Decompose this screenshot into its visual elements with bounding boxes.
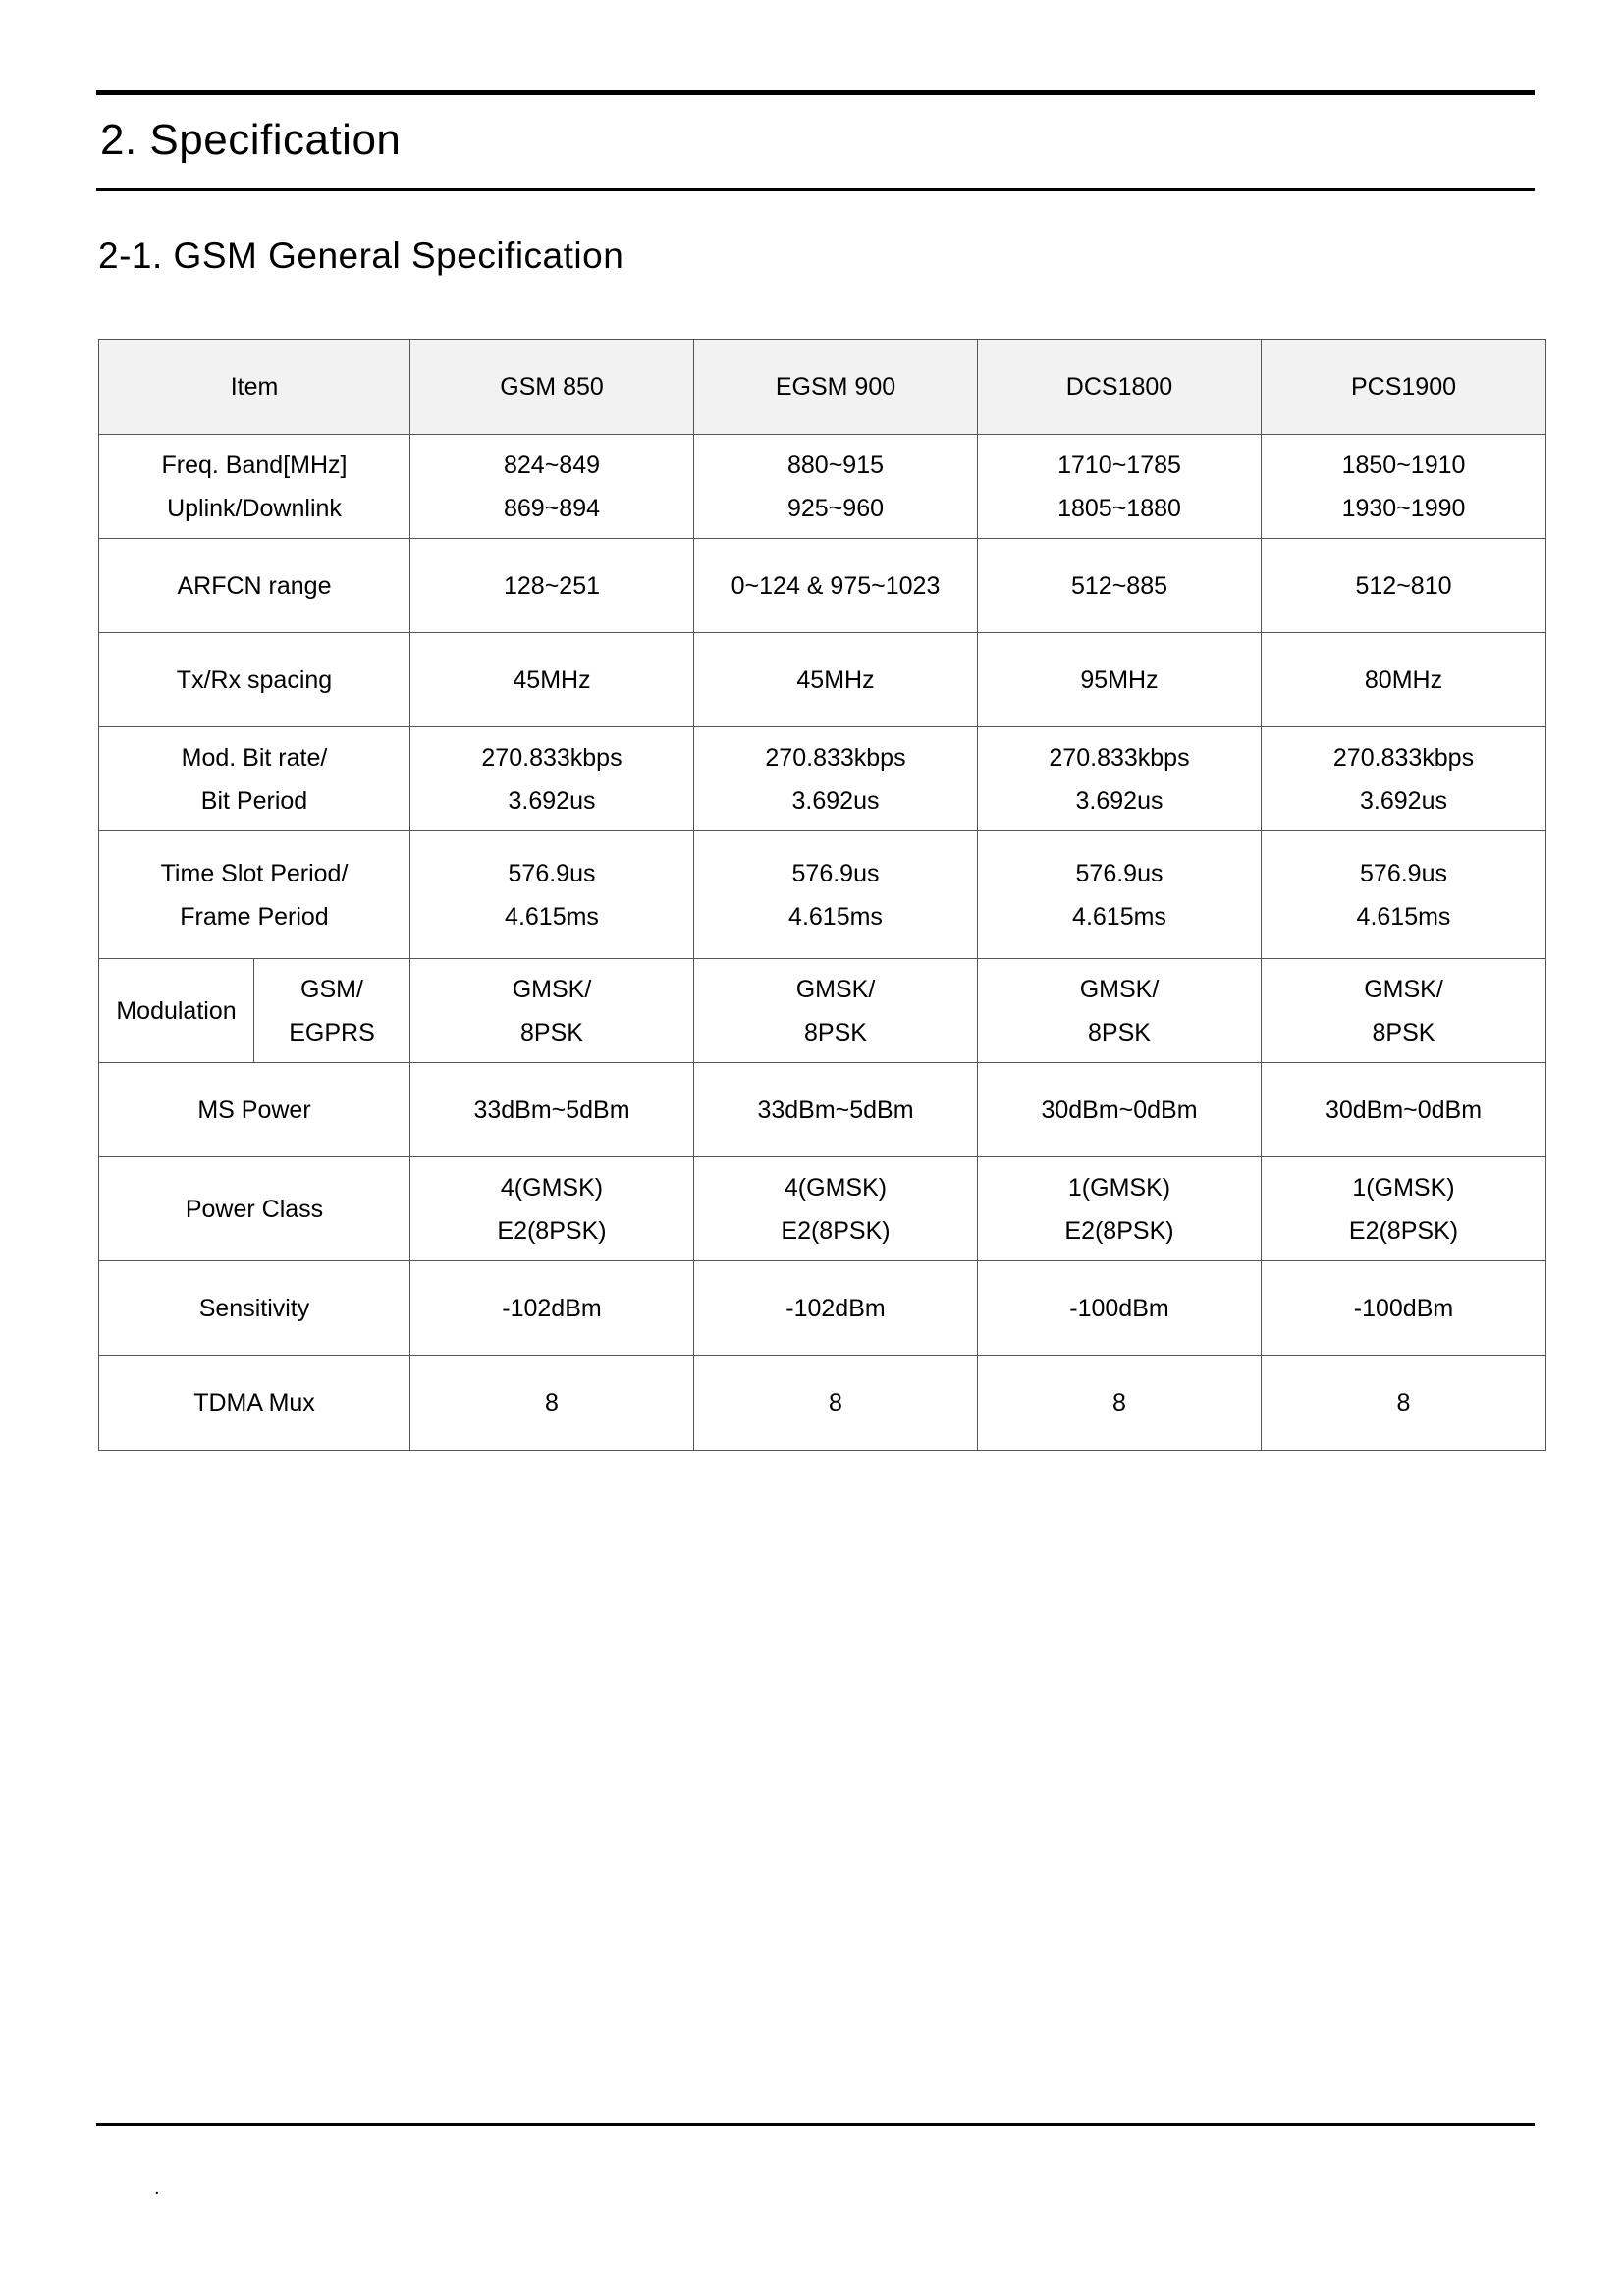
cell-text: 880~915: [786, 451, 885, 479]
table-row: [99, 831, 1546, 959]
cell-text: 0~124 & 975~1023: [731, 571, 941, 600]
cell-text: 1930~1990: [1341, 494, 1466, 522]
table-cell: [694, 435, 978, 539]
table-cell: [694, 1261, 978, 1356]
table-cell: [1262, 831, 1546, 959]
cell-text: TDMA Mux: [193, 1389, 315, 1416]
cell-text: Sensitivity: [198, 1294, 310, 1322]
cell-text: 3.692us: [1360, 786, 1447, 815]
table-cell: [1262, 727, 1546, 831]
cell-text: 8: [545, 1389, 559, 1416]
row-label: [99, 959, 254, 1063]
row-label: [99, 539, 410, 633]
table-row: [99, 1261, 1546, 1356]
cell-text: -100dBm: [1353, 1294, 1454, 1322]
cell-text: 824~849: [503, 451, 601, 479]
cell-text: GMSK/: [1079, 975, 1160, 1003]
table-cell: [1262, 435, 1546, 539]
cell-text: GMSK/: [795, 975, 876, 1003]
table-cell: [1262, 959, 1546, 1063]
cell-text: -102dBm: [785, 1294, 886, 1322]
table-cell: [694, 1157, 978, 1261]
table-row: [99, 435, 1546, 539]
table-cell: [978, 1063, 1262, 1157]
cell-text: 8: [1396, 1389, 1411, 1416]
cell-text: 869~894: [503, 494, 601, 522]
cell-text: 8PSK: [1088, 1018, 1151, 1046]
cell-text: -102dBm: [502, 1294, 602, 1322]
table-cell: [410, 435, 694, 539]
table-cell: [1262, 1157, 1546, 1261]
cell-text: 576.9us: [791, 859, 880, 887]
cell-text: Mod. Bit rate/: [181, 743, 328, 772]
cell-text: Tx/Rx spacing: [176, 666, 333, 694]
cell-text: E2(8PSK): [1348, 1216, 1459, 1245]
cell-text: E2(8PSK): [1064, 1216, 1174, 1245]
cell-text: 270.833kbps: [1049, 743, 1190, 772]
row-label: [99, 1261, 410, 1356]
cell-text: Bit Period: [200, 786, 308, 815]
cell-text: 1710~1785: [1057, 451, 1181, 479]
cell-text: 4(GMSK): [500, 1173, 604, 1201]
top-rule: [96, 90, 1535, 95]
table-row: [99, 1063, 1546, 1157]
cell-text: Freq. Band[MHz]: [161, 451, 348, 479]
cell-text: 4.615ms: [1356, 902, 1451, 931]
table-cell: [978, 727, 1262, 831]
table-row: [99, 1356, 1546, 1451]
table-cell: [978, 1157, 1262, 1261]
table-row: [99, 959, 1546, 1063]
column-header: Item: [99, 340, 410, 435]
cell-text: 4(GMSK): [784, 1173, 888, 1201]
title-underline: [96, 188, 1535, 191]
row-label: [99, 633, 410, 727]
cell-text: 8: [1112, 1389, 1126, 1416]
table-cell: [694, 1356, 978, 1451]
bottom-rule: [96, 2123, 1535, 2126]
cell-text: 3.692us: [791, 786, 880, 815]
cell-text: 80MHz: [1364, 666, 1443, 694]
cell-text: 1(GMSK): [1067, 1173, 1171, 1201]
table-header-row: [99, 340, 1546, 435]
table-cell: [1262, 633, 1546, 727]
cell-text: 45MHz: [796, 666, 875, 694]
cell-text: 1805~1880: [1057, 494, 1181, 522]
table-cell: [978, 539, 1262, 633]
table-row: [99, 1157, 1546, 1261]
row-label: [99, 831, 410, 959]
cell-text: 3.692us: [508, 786, 596, 815]
cell-text: 8PSK: [1372, 1018, 1435, 1046]
cell-text: 95MHz: [1080, 666, 1159, 694]
cell-text: 3.692us: [1075, 786, 1164, 815]
table-cell: [410, 1063, 694, 1157]
cell-text: GMSK/: [1364, 975, 1443, 1003]
table-cell: [410, 727, 694, 831]
cell-text: Frame Period: [180, 902, 329, 931]
gsm-spec-table: [98, 339, 1546, 1451]
row-label: [99, 1157, 410, 1261]
cell-text: Power Class: [185, 1195, 324, 1223]
table-row: [99, 633, 1546, 727]
table-cell: [410, 633, 694, 727]
cell-text: ARFCN range: [177, 571, 332, 600]
cell-text: 128~251: [503, 571, 601, 600]
cell-text: -100dBm: [1069, 1294, 1169, 1322]
table-cell: [410, 1157, 694, 1261]
table-cell: [410, 1356, 694, 1451]
cell-text: 8PSK: [520, 1018, 583, 1046]
cell-text: GMSK/: [512, 975, 592, 1003]
cell-text: 1850~1910: [1341, 451, 1466, 479]
cell-text: 4.615ms: [505, 902, 599, 931]
cell-text: 576.9us: [1075, 859, 1164, 887]
cell-text: 33dBm~5dBm: [473, 1095, 630, 1124]
cell-text: 512~810: [1355, 571, 1452, 600]
cell-text: Uplink/Downlink: [167, 494, 342, 522]
table-cell: [978, 831, 1262, 959]
row-sublabel: [254, 959, 410, 1063]
table-row: [99, 539, 1546, 633]
table-cell: [694, 539, 978, 633]
cell-text: Modulation: [116, 996, 237, 1025]
cell-text: E2(8PSK): [497, 1216, 607, 1245]
cell-text: EGPRS: [289, 1018, 375, 1046]
row-label: [99, 727, 410, 831]
cell-text: 270.833kbps: [481, 743, 623, 772]
table-cell: [694, 831, 978, 959]
cell-text: 1(GMSK): [1352, 1173, 1455, 1201]
row-label: [99, 1063, 410, 1157]
table-cell: [978, 1261, 1262, 1356]
row-label: [99, 1356, 410, 1451]
table-cell: [1262, 1356, 1546, 1451]
column-header: GSM 850: [410, 340, 694, 435]
page-title: 2. Specification: [100, 116, 402, 164]
cell-text: E2(8PSK): [781, 1216, 891, 1245]
cell-text: 4.615ms: [1072, 902, 1166, 931]
cell-text: 270.833kbps: [1332, 743, 1475, 772]
table-cell: [694, 959, 978, 1063]
table-cell: [978, 959, 1262, 1063]
table-cell: [978, 435, 1262, 539]
table-cell: [410, 831, 694, 959]
cell-text: 4.615ms: [788, 902, 883, 931]
table-cell: [410, 959, 694, 1063]
table-cell: [1262, 539, 1546, 633]
table-cell: [1262, 1063, 1546, 1157]
table-cell: [978, 633, 1262, 727]
table-cell: [410, 539, 694, 633]
table-cell: [694, 727, 978, 831]
cell-text: 30dBm~0dBm: [1041, 1095, 1198, 1124]
cell-text: 33dBm~5dBm: [757, 1095, 914, 1124]
cell-text: 270.833kbps: [765, 743, 906, 772]
table-cell: [978, 1356, 1262, 1451]
cell-text: 925~960: [786, 494, 885, 522]
table-cell: [410, 1261, 694, 1356]
cell-text: Time Slot Period/: [160, 859, 349, 887]
column-header: DCS1800: [978, 340, 1262, 435]
table-cell: [1262, 1261, 1546, 1356]
row-label: [99, 435, 410, 539]
cell-text: 8: [829, 1389, 842, 1416]
cell-text: 512~885: [1070, 571, 1168, 600]
table-cell: [694, 1063, 978, 1157]
footer-mark: .: [154, 2177, 160, 2199]
table-row: [99, 727, 1546, 831]
cell-text: 45MHz: [513, 666, 591, 694]
cell-text: 576.9us: [1360, 859, 1447, 887]
cell-text: 8PSK: [804, 1018, 867, 1046]
cell-text: GSM/: [300, 975, 363, 1003]
cell-text: MS Power: [197, 1095, 311, 1124]
column-header: EGSM 900: [694, 340, 978, 435]
table-cell: [694, 633, 978, 727]
cell-text: 30dBm~0dBm: [1325, 1095, 1483, 1124]
column-header: PCS1900: [1262, 340, 1546, 435]
section-title: 2-1. GSM General Specification: [98, 236, 624, 276]
cell-text: 576.9us: [508, 859, 596, 887]
